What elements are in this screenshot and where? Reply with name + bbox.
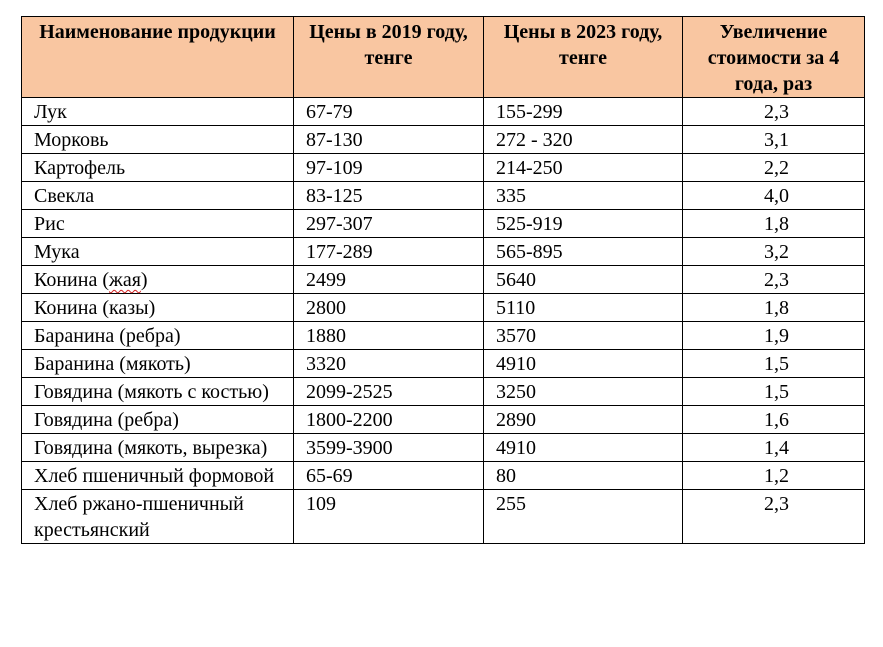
increase-ratio: 1,8 bbox=[683, 294, 865, 322]
price-2019: 109 bbox=[294, 490, 484, 544]
price-2019: 97-109 bbox=[294, 154, 484, 182]
increase-ratio: 1,9 bbox=[683, 322, 865, 350]
product-name: Морковь bbox=[22, 126, 294, 154]
increase-ratio: 1,4 bbox=[683, 434, 865, 462]
product-name: Говядина (ребра) bbox=[22, 406, 294, 434]
increase-ratio: 3,1 bbox=[683, 126, 865, 154]
header-product-name: Наименование продукции bbox=[22, 17, 294, 98]
table-row bbox=[22, 266, 865, 294]
table-row bbox=[22, 210, 865, 238]
price-2019: 3599-3900 bbox=[294, 434, 484, 462]
price-2023: 4910 bbox=[484, 350, 683, 378]
increase-ratio: 1,2 bbox=[683, 462, 865, 490]
table-row bbox=[22, 126, 865, 154]
price-2023: 272 - 320 bbox=[484, 126, 683, 154]
price-2023: 335 bbox=[484, 182, 683, 210]
header-increase-ratio: Увеличение стоимости за 4 года, раз bbox=[683, 17, 865, 98]
price-2023: 214-250 bbox=[484, 154, 683, 182]
header-price-2023: Цены в 2023 году, тенге bbox=[484, 17, 683, 98]
table-body bbox=[22, 98, 865, 544]
price-2023: 5640 bbox=[484, 266, 683, 294]
table-row bbox=[22, 294, 865, 322]
table-row bbox=[22, 238, 865, 266]
table-row bbox=[22, 154, 865, 182]
table-row bbox=[22, 98, 865, 126]
header-row bbox=[22, 17, 865, 98]
price-2023: 155-299 bbox=[484, 98, 683, 126]
price-2019: 177-289 bbox=[294, 238, 484, 266]
product-name: Лук bbox=[22, 98, 294, 126]
price-2023: 2890 bbox=[484, 406, 683, 434]
table-row bbox=[22, 350, 865, 378]
table-row bbox=[22, 490, 865, 544]
increase-ratio: 3,2 bbox=[683, 238, 865, 266]
increase-ratio: 2,2 bbox=[683, 154, 865, 182]
price-2023: 4910 bbox=[484, 434, 683, 462]
product-name: Баранина (ребра) bbox=[22, 322, 294, 350]
increase-ratio: 1,6 bbox=[683, 406, 865, 434]
product-name: Конина (казы) bbox=[22, 294, 294, 322]
increase-ratio: 1,5 bbox=[683, 378, 865, 406]
product-name: Говядина (мякоть с костью) bbox=[22, 378, 294, 406]
product-name: Свекла bbox=[22, 182, 294, 210]
increase-ratio: 2,3 bbox=[683, 266, 865, 294]
spellcheck-marked-word: жая bbox=[109, 269, 141, 291]
product-name: Хлеб пшеничный формовой bbox=[22, 462, 294, 490]
increase-ratio: 1,8 bbox=[683, 210, 865, 238]
price-2023: 255 bbox=[484, 490, 683, 544]
price-2019: 1880 bbox=[294, 322, 484, 350]
price-2019: 65-69 bbox=[294, 462, 484, 490]
increase-ratio: 2,3 bbox=[683, 98, 865, 126]
price-2019: 1800-2200 bbox=[294, 406, 484, 434]
price-2019: 2099-2525 bbox=[294, 378, 484, 406]
product-name: Картофель bbox=[22, 154, 294, 182]
price-2019: 2800 bbox=[294, 294, 484, 322]
price-2019: 2499 bbox=[294, 266, 484, 294]
price-2019: 67-79 bbox=[294, 98, 484, 126]
price-comparison-table bbox=[21, 16, 865, 544]
product-name-suffix: ) bbox=[140, 269, 148, 291]
price-2023: 3570 bbox=[484, 322, 683, 350]
table-row bbox=[22, 182, 865, 210]
increase-ratio: 1,5 bbox=[683, 350, 865, 378]
table-header bbox=[22, 17, 865, 98]
header-price-2019: Цены в 2019 году, тенге bbox=[294, 17, 484, 98]
product-name: Рис bbox=[22, 210, 294, 238]
table-row bbox=[22, 322, 865, 350]
table-row bbox=[22, 378, 865, 406]
product-name: Баранина (мякоть) bbox=[22, 350, 294, 378]
increase-ratio: 4,0 bbox=[683, 182, 865, 210]
table-row bbox=[22, 406, 865, 434]
price-2019: 297-307 bbox=[294, 210, 484, 238]
price-2019: 3320 bbox=[294, 350, 484, 378]
table-row bbox=[22, 462, 865, 490]
price-2023: 3250 bbox=[484, 378, 683, 406]
product-name: Мука bbox=[22, 238, 294, 266]
product-name: Хлеб ржано-пшеничный крестьянский bbox=[22, 490, 294, 544]
increase-ratio: 2,3 bbox=[683, 490, 865, 544]
price-2023: 5110 bbox=[484, 294, 683, 322]
price-2023: 525-919 bbox=[484, 210, 683, 238]
product-name: Говядина (мякоть, вырезка) bbox=[22, 434, 294, 462]
price-2019: 83-125 bbox=[294, 182, 484, 210]
price-2023: 80 bbox=[484, 462, 683, 490]
price-2019: 87-130 bbox=[294, 126, 484, 154]
table-row bbox=[22, 434, 865, 462]
product-name-prefix: Конина ( bbox=[34, 269, 109, 291]
product-name bbox=[22, 266, 294, 294]
price-2023: 565-895 bbox=[484, 238, 683, 266]
